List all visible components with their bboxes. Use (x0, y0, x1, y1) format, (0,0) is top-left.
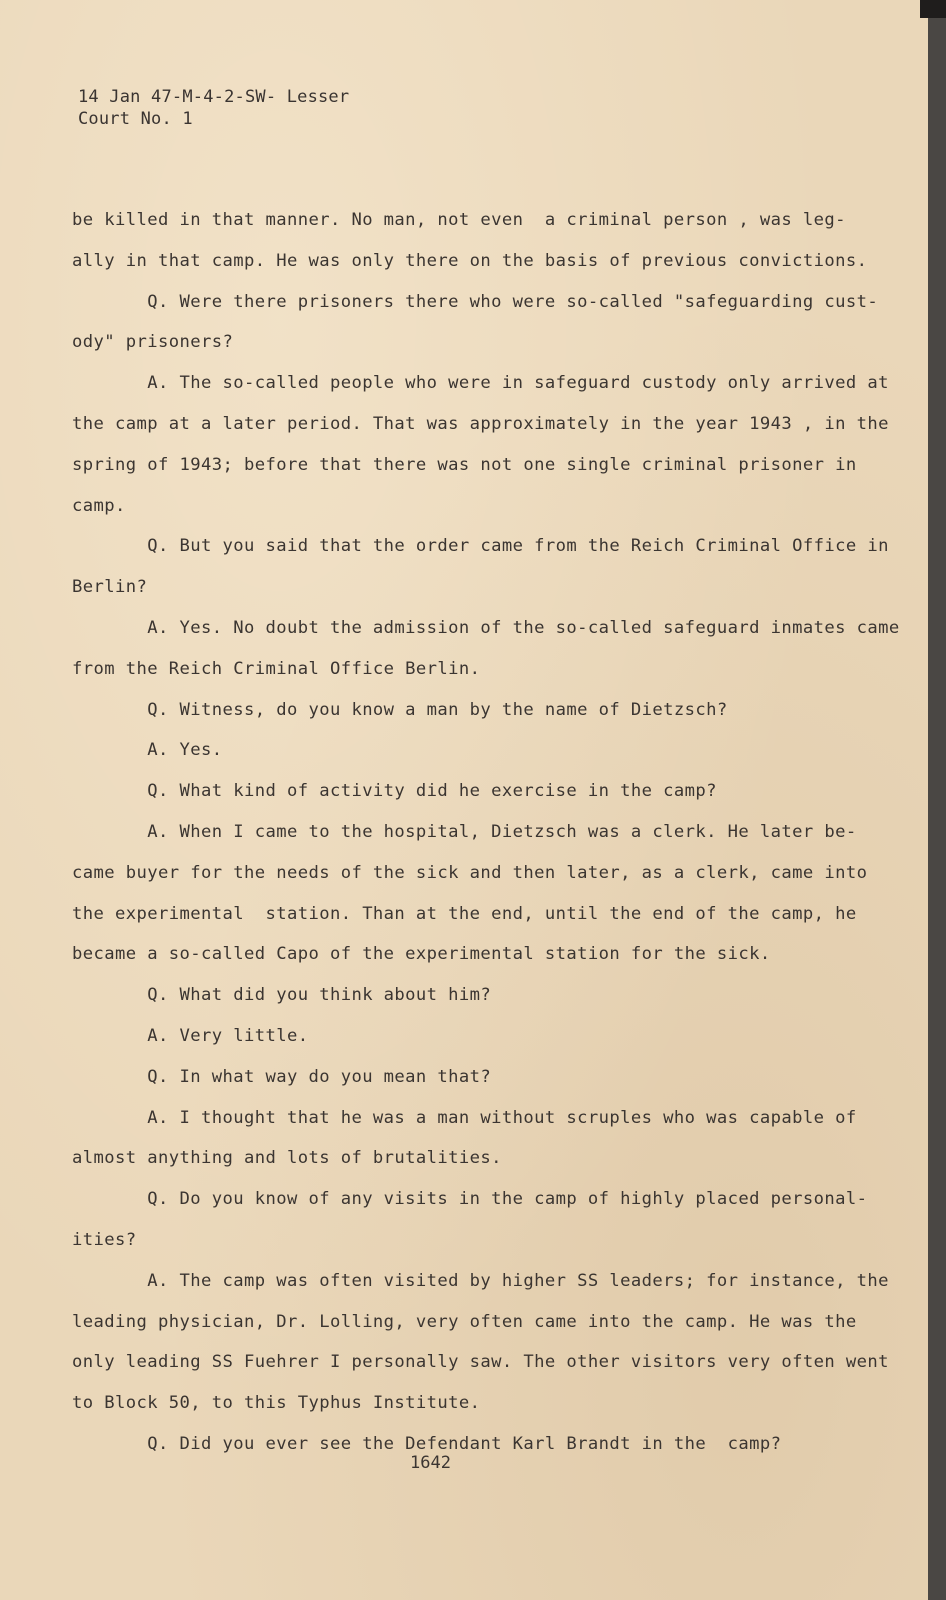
transcript-line: to Block 50, to this Typhus Institute. (72, 1393, 481, 1414)
transcript-body (72, 200, 900, 1465)
transcript-line: camp. (72, 495, 126, 516)
header-court: Court No. 1 (78, 109, 193, 129)
transcript-line: leading physician, Dr. Lolling, very often came into the camp. He was the (72, 1311, 857, 1332)
transcript-line: A. Yes. No doubt the admission of the so-called safeguard inmates came (72, 617, 900, 638)
scan-edge (928, 0, 946, 1600)
transcript-line: ally in that camp. He was only there on the basis of previous convictions. (72, 250, 868, 271)
transcript-line: the camp at a later period. That was approximately in the year 1943 , in the (72, 413, 889, 434)
transcript-line: the experimental station. Than at the end, until the end of the camp, he (72, 903, 857, 924)
transcript-line: A. Very little. (72, 1025, 309, 1046)
transcript-line: Q. What did you think about him? (72, 985, 492, 1006)
transcript-line: Q. What kind of activity did he exercise in the camp? (72, 781, 717, 802)
transcript-line: spring of 1943; before that there was not one single criminal prisoner in (72, 454, 857, 475)
transcript-line: almost anything and lots of brutalities. (72, 1148, 502, 1169)
transcript-line: A. When I came to the hospital, Dietzsch was a clerk. He later be- (72, 821, 857, 842)
transcript-line: A. I thought that he was a man without scruples who was capable of (72, 1107, 857, 1128)
transcript-line: became a so-called Capo of the experimental station for the sick. (72, 944, 771, 965)
transcript-line: Q. Do you know of any visits in the camp of highly placed personal- (72, 1189, 868, 1210)
transcript-line: ody" prisoners? (72, 332, 234, 353)
transcript-line: Q. In what way do you mean that? (72, 1066, 492, 1087)
transcript-line: Berlin? (72, 577, 148, 598)
document-header (78, 86, 349, 130)
header-reference: 14 Jan 47-M-4-2-SW- Lesser (78, 87, 350, 107)
transcript-line: only leading SS Fuehrer I personally saw. The other visitors very often went (72, 1352, 889, 1373)
transcript-line: Q. But you said that the order came from the Reich Criminal Office in (72, 536, 889, 557)
transcript-line: Q. Witness, do you know a man by the name of Dietzsch? (72, 699, 728, 720)
transcript-line: Q. Were there prisoners there who were so-called "safeguarding cust- (72, 291, 879, 312)
transcript-line: ities? (72, 1229, 137, 1250)
transcript-line: A. The so-called people who were in safeguard custody only arrived at (72, 373, 889, 394)
scan-corner (920, 0, 946, 18)
transcript-line: from the Reich Criminal Office Berlin. (72, 658, 481, 679)
transcript-line: be killed in that manner. No man, not even a criminal person , was leg- (72, 210, 846, 230)
transcript-line: A. The camp was often visited by higher SS leaders; for instance, the (72, 1270, 889, 1291)
page-number: 1642 (410, 1453, 451, 1473)
transcript-line: A. Yes. (72, 740, 223, 761)
transcript-line: Q. Did you ever see the Defendant Karl Brandt in the camp? (72, 1433, 782, 1454)
transcript-line: came buyer for the needs of the sick and then later, as a clerk, came into (72, 862, 868, 883)
